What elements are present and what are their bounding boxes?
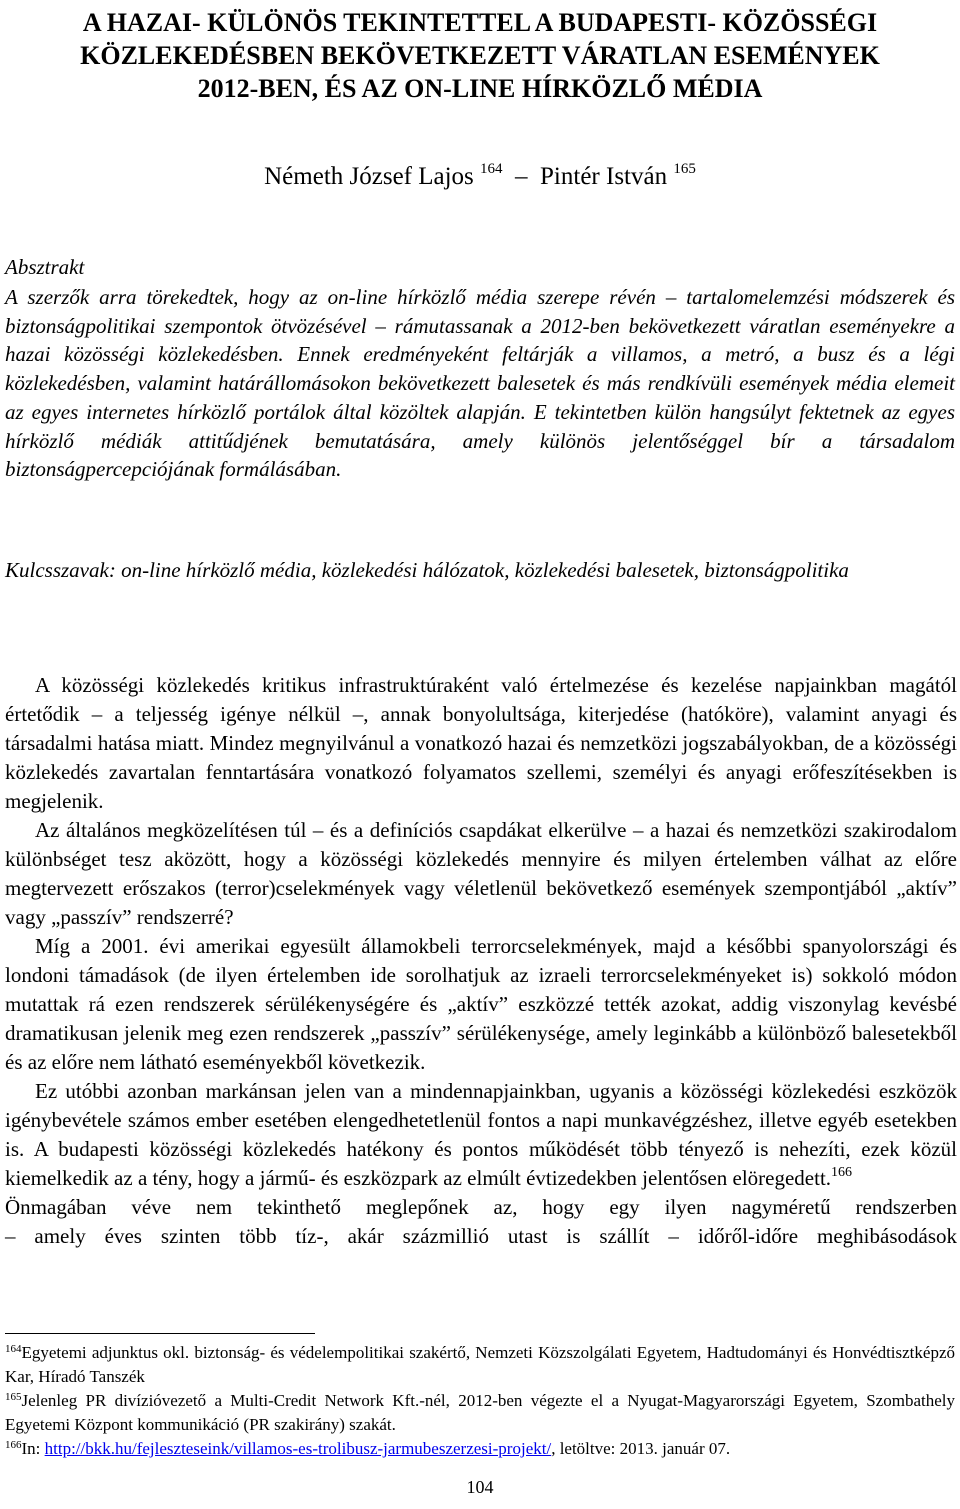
footnotes: [5, 1341, 955, 1461]
body-paragraph-3: Míg a 2001. évi amerikai egyesült államokbeli terrorcselekmények, majd a későbbi spanyolországi és londoni támadások (de ilyen értelemben ide sorolhatjuk az izraeli terrorcselekményeket is) sokkoló módon mutattak rá ezen rendszerek sérülékenységére és „aktív” eszközzé tették azokat, addig viszonylag kevésbé dramatikusan jelenik meg ezen rendszerek „passzív” sérülékenysége, amely leginkább a különböző balesetekből és az előre nem látható eseményekből következik.: [5, 934, 957, 1074]
footnote-165: [5, 1389, 955, 1437]
footnote-166-prefix: In:: [21, 1439, 45, 1458]
body-text: [5, 671, 957, 1251]
footnote-166-suffix: , letöltve: 2013. január 07.: [551, 1439, 731, 1458]
footnote-divider: [5, 1333, 315, 1334]
body-paragraph-5-line-2: – amely éves szinten több tíz-, akár százmillió utast is szállít – időről-időre meghibásodások: [5, 1224, 957, 1248]
author-1-name: Németh József Lajos: [264, 163, 474, 190]
abstract-heading: Absztrakt: [5, 255, 85, 279]
footnote-166: [5, 1437, 955, 1461]
body-paragraph-1: A közösségi közlekedés kritikus infrastruktúraként való értelmezése és kezelése napjainkban magától értetődik – a teljesség igénye nélkül –, annak bonyolultsága, kiterjedése (hatóköre), valamint anyagi és társadalmi hatása miatt. Mindez megnyilvánul a vonatkozó hazai és nemzetközi jogszabályokban, de a közösségi közlekedés zavartalan fenntartására vonatkozó folyamatos szellemi, személyi és anyagi erőfeszítésekben is megjelenik.: [5, 673, 957, 813]
page-number: 104: [466, 1477, 494, 1497]
keywords-label: Kulcsszavak:: [5, 558, 116, 582]
keywords: [5, 555, 955, 586]
body-paragraph-5-line-1: Önmagában véve nem tekinthető meglepőnek az, hogy egy ilyen nagyméretű rendszerben: [5, 1195, 957, 1219]
author-1-footnote-ref: 164: [480, 161, 503, 177]
author-2-name: Pintér István: [540, 163, 668, 190]
author-line: [0, 160, 960, 194]
author-2-footnote-ref: 165: [673, 161, 696, 177]
title-line-3: 2012-BEN, ÉS AZ ON-LINE HÍRKÖZLŐ MÉDIA: [197, 74, 763, 103]
body-paragraph-2: Az általános megközelítésen túl – és a definíciós csapdákat elkerülve – a hazai és nemzetközi szakirodalom különbséget tesz aközött, hogy a közösségi közlekedés mennyire és milyen értelemben válhat az előre megtervezett erőszakos (terror)cselekmények vagy véletlenül bekövetkező események szempontjából „aktív” vagy „passzív” rendszerré?: [5, 818, 957, 929]
footnote-164-number: 164: [5, 1343, 22, 1355]
footnote-166-number: 166: [5, 1439, 22, 1451]
footnote-164-text: Egyetemi adjunktus okl. biztonság- és védelempolitikai szakértő, Nemzeti Közszolgálati Egyetem, Hadtudományi és Honvédtisztképző Kar, Híradó Tanszék: [5, 1343, 955, 1386]
abstract-text: A szerzők arra törekedtek, hogy az on-line hírközlő média szerepe révén – tartalomelemzési módszerek és biztonságpolitikai szempontok ötvözésével – rámutassanak a 2012-ben bekövetkezett váratlan eseményekre a hazai közösségi közlekedésben. Ennek eredményeként feltárják a villamos, a metró, a busz és a légi közlekedésben, valamint határállomásokon bekövetkezett balesetek és más rendkívüli események média elemeit az egyes internetes hírközlő portálok által közöltek alapján. E tekintetben külön hangsúlyt fektetnek az egyes hírközlő médiák attitűdjének bemutatására, amely különös jelentőséggel bír a társadalom biztonságpercepciójának formálásában.: [5, 285, 955, 482]
keywords-text: on-line hírközlő média, közlekedési hálózatok, közlekedési balesetek, biztonságpolitika: [115, 558, 849, 582]
footnote-164: [5, 1341, 955, 1389]
footnote-166-link[interactable]: http://bkk.hu/fejleszteseink/villamos-es-trolibusz-jarmubeszerzesi-projekt/: [44, 1439, 552, 1458]
paper-title: [0, 6, 960, 105]
body-paragraph-4: [5, 1077, 957, 1193]
footnote-ref-166: 166: [831, 1165, 853, 1180]
footnote-165-number: 165: [5, 1391, 22, 1403]
author-separator: –: [515, 163, 528, 190]
title-line-1: A HAZAI- KÜLÖNÖS TEKINTETTEL A BUDAPESTI- KÖZÖSSÉGI: [82, 8, 878, 37]
body-paragraph-4-text: Ez utóbbi azonban markánsan jelen van a mindennapjainkban, ugyanis a közösségi közlekedési eszközök igénybevétele számos ember esetében elengedhetetlenül fontos a napi munkavégzéshez, illetve egyéb esetekben is. A budapesti közösségi közlekedés hatékony és pontos működését több tényező is nehezíti, ezek közül kiemelkedik az a tény, hogy a jármű- és eszközpark az elmúlt évtizedekben jelentősen elöregedett.: [5, 1079, 957, 1190]
footnote-165-text: Jelenleg PR divízióvezető a Multi-Credit Network Kft.-nél, 2012-ben végezte el a Nyugat-Magyarországi Egyetem, Szombathely Egyetemi Központ kommunikáció (PR szakirány) szakát.: [5, 1391, 955, 1434]
title-line-2: KÖZLEKEDÉSBEN BEKÖVETKEZETT VÁRATLAN ESEMÉNYEK: [80, 41, 880, 70]
